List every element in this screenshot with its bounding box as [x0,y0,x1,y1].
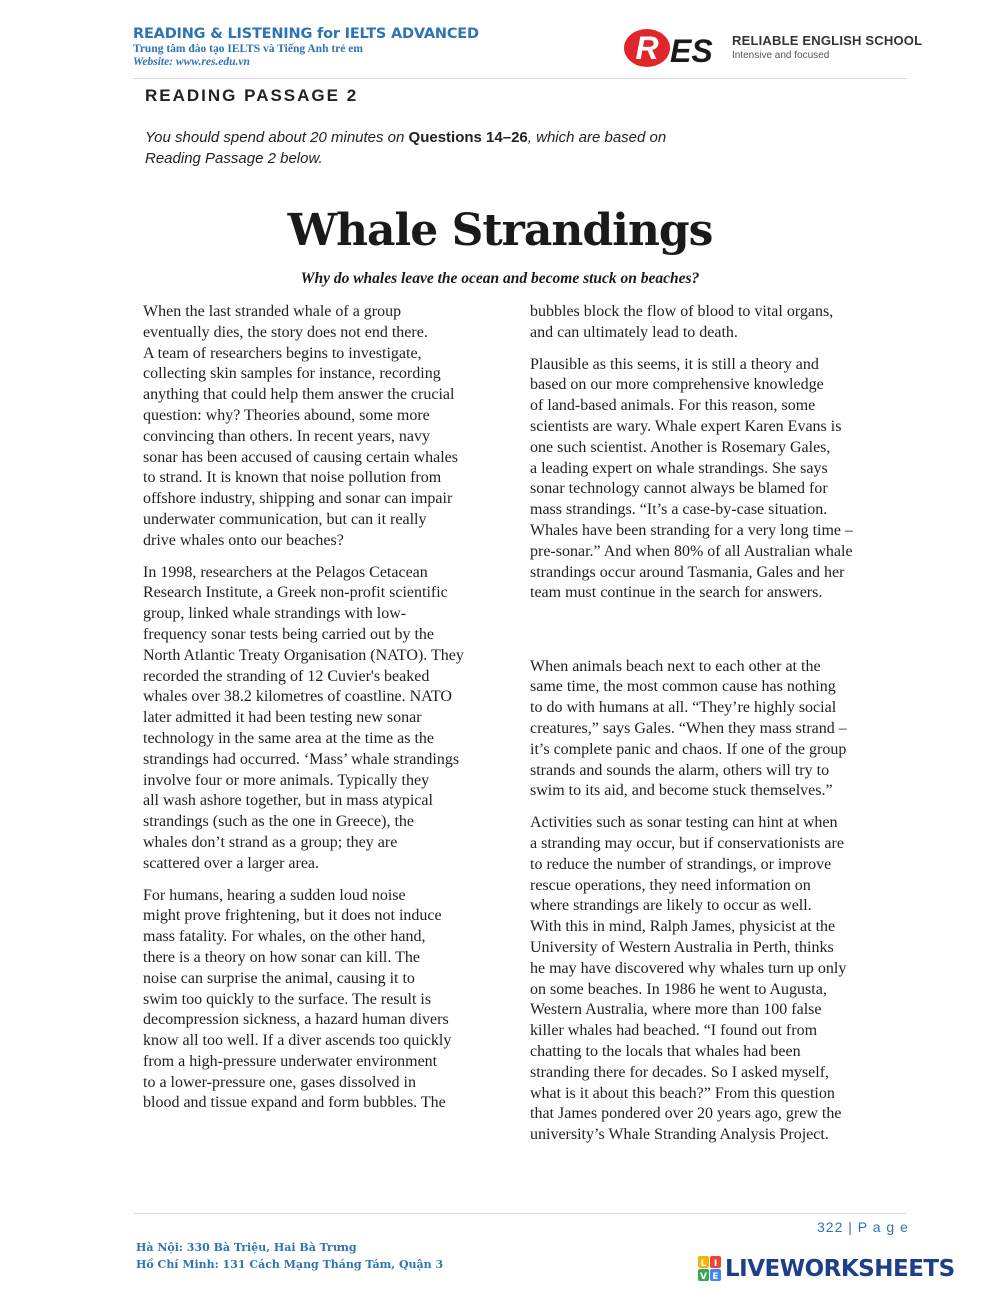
header-divider [133,78,907,79]
text-line: scientists are wary. Whale expert Karen Evans is [530,417,842,435]
text-line: decompression sickness, a hazard human divers [143,1011,449,1029]
svg-text:R: R [635,30,659,66]
text-line: later admitted it had been testing new sonar [143,709,422,727]
article-right-column [530,302,853,1157]
paragraph [530,813,853,1146]
text-line: of land-based animals. For this reason, some [530,397,816,415]
text-line: strandings occur around Tasmania, Gales and her [530,563,845,581]
text-line: what is it about this beach?” From this question [530,1084,835,1102]
text-line: convincing than others. In recent years, navy [143,427,431,445]
text-line: might prove frightening, but it does not induce [143,907,442,925]
text-line: A team of researchers begins to investigate, [143,344,422,362]
text-line: Western Australia, where more than 100 false [530,1001,822,1019]
text-line: University of Western Australia in Perth, thinks [530,938,834,956]
text-line: mass fatality. For whales, on the other hand, [143,928,426,946]
footer-addresses [136,1239,443,1273]
text-line: collecting skin samples for instance, recording [143,365,441,383]
text-line: In 1998, researchers at the Pelagos Cetacean [143,563,428,581]
text-line: anything that could help them answer the crucial [143,386,455,404]
text-line: frequency sonar tests being carried out by the [143,625,435,643]
text-line: to do with humans at all. “They’re highly social [530,699,837,717]
text-line: on some beaches. In 1986 he went to Augusta, [530,980,827,998]
text-line: Plausible as this seems, it is still a theory and [530,355,819,373]
res-logo-mark-icon [620,26,732,70]
instruction-prefix: You should spend about 20 minutes on [145,129,409,146]
text-line: When animals beach next to each other at the [530,657,821,675]
header-subtitle: Trung tâm đào tạo IELTS và Tiếng Anh trẻ em [133,43,363,55]
text-line: sonar technology cannot always be blamed for [530,480,828,498]
text-line: offshore industry, shipping and sonar can impair [143,490,453,508]
text-line: Activities such as sonar testing can hint at when [530,814,838,832]
text-line: from a high-pressure underwater environment [143,1052,438,1070]
text-line: strandings (such as the one in Greece), the [143,813,415,831]
instruction-suffix: , which are based on [527,129,667,146]
text-line: strands and sounds the alarm, others will try to [530,761,830,779]
text-line: strandings had occurred. ‘Mass’ whale strandings [143,750,460,768]
text-line: same time, the most common cause has nothing [530,678,836,696]
paragraph [530,302,853,344]
text-line: When the last stranded whale of a group [143,303,402,320]
liveworksheets-text: LIVEWORKSHEETS [725,1256,955,1282]
text-line: university’s Whale Stranding Analysis Project. [530,1126,829,1144]
text-line: technology in the same area at the time as the [143,729,434,747]
instruction-line2: Reading Passage 2 below. [145,150,323,167]
text-line: pre-sonar.” And when 80% of all Australian whale [530,542,853,560]
res-logo [620,26,923,70]
text-line: team must continue in the search for answers. [530,584,823,602]
paragraph [530,657,853,803]
paragraph [143,563,464,875]
footer-divider [133,1213,907,1214]
text-line: stranding there for decades. So I asked myself, [530,1063,830,1081]
text-line: to reduce the number of strandings, or improve [530,855,832,873]
text-line: Research Institute, a Greek non-profit scientific [143,584,448,602]
text-line: to a lower-pressure one, gases dissolved in [143,1073,416,1091]
svg-text:V: V [700,1272,707,1282]
text-line: With this in mind, Ralph James, physicist at the [530,918,836,936]
text-line: recorded the stranding of 12 Cuvier's beaked [143,667,430,685]
text-line: whales over 38.2 kilometres of coastline. NATO [143,688,452,706]
svg-text:I: I [713,1259,718,1269]
instruction-questions: Questions 14–26 [408,129,528,146]
text-line: sonar has been accused of causing certain whales [143,448,458,466]
text-line: killer whales had beached. “I found out from [530,1022,818,1040]
article-title: Whale Strandings [287,205,713,256]
text-line: underwater communication, but can it really [143,510,427,528]
text-line: there is a theory on how sonar can kill. The [143,948,420,966]
paragraph [143,302,464,552]
svg-text:E: E [712,1272,719,1282]
text-line: that James pondered over 20 years ago, grew the [530,1105,842,1123]
text-line: bubbles block the flow of blood to vital organs, [530,303,834,320]
paragraph [530,355,853,646]
text-line: based on our more comprehensive knowledge [530,376,824,394]
text-line: one such scientist. Another is Rosemary Gales, [530,438,831,456]
text-line: involve four or more animals. Typically they [143,771,430,789]
text-line: swim to its aid, and become stuck themselves.” [530,782,833,800]
paragraph [143,886,464,1115]
text-line: a stranding may occur, but if conservationists are [530,834,844,852]
text-line: scattered over a larger area. [143,854,320,872]
liveworksheets-watermark [698,1256,994,1282]
article-left-column [143,302,464,1125]
text-line: it’s complete panic and chaos. If one of the group [530,740,847,758]
text-line: all wash ashore together, but in mass atypical [143,792,433,810]
text-line: a leading expert on whale strandings. She says [530,459,828,477]
svg-text:L: L [700,1259,707,1269]
header-title: READING & LISTENING for IELTS ADVANCED [133,26,479,42]
text-line: and can ultimately lead to death. [530,323,738,341]
text-line: For humans, hearing a sudden loud noise [143,886,406,904]
text-line: know all too well. If a diver ascends too quickly [143,1032,452,1050]
text-line: where strandings are likely to occur as well. [530,897,812,915]
address-hanoi: Hà Nội: 330 Bà Triệu, Hai Bà Trưng [136,1241,357,1254]
liveworksheets-logo-icon [698,1256,722,1282]
text-line: Whales have been stranding for a very long time – [530,521,853,539]
text-line: mass strandings. “It’s a case-by-case situation. [530,501,828,519]
text-line: drive whales onto our beaches? [143,531,344,549]
header-school-info [133,26,479,68]
text-line: whales don’t strand as a group; they are [143,833,398,851]
logo-school-name: RELIABLE ENGLISH SCHOOL [732,33,923,48]
instruction-text [145,127,785,169]
text-line: noise can surprise the animal, causing it to [143,969,415,987]
text-line: chatting to the locals that whales had been [530,1042,801,1060]
text-line: swim too quickly to the surface. The result is [143,990,432,1008]
text-line: blood and tissue expand and form bubbles. The [143,1094,446,1112]
text-line: North Atlantic Treaty Organisation (NATO). They [143,646,464,664]
logo-tagline: Intensive and focused [732,50,830,61]
text-line: group, linked whale strandings with low- [143,605,407,623]
header-website: Website: www.res.edu.vn [133,56,250,68]
text-line: eventually dies, the story does not end there. [143,323,428,341]
article-subtitle: Why do whales leave the ocean and become stuck on beaches? [300,270,700,287]
page-number: 322 | P a g e [817,1219,909,1235]
text-line: rescue operations, they need information on [530,876,811,894]
text-line: creatures,” says Gales. “When they mass strand – [530,719,847,737]
text-line: question: why? Theories abound, some more [143,406,430,424]
passage-label: READING PASSAGE 2 [145,86,359,105]
text-line: to strand. It is known that noise pollution from [143,469,442,487]
address-hcm: Hồ Chí Minh: 131 Cách Mạng Tháng Tám, Quận 3 [136,1258,444,1271]
svg-text:ES: ES [670,33,713,69]
text-line: he may have discovered why whales turn up only [530,959,847,977]
